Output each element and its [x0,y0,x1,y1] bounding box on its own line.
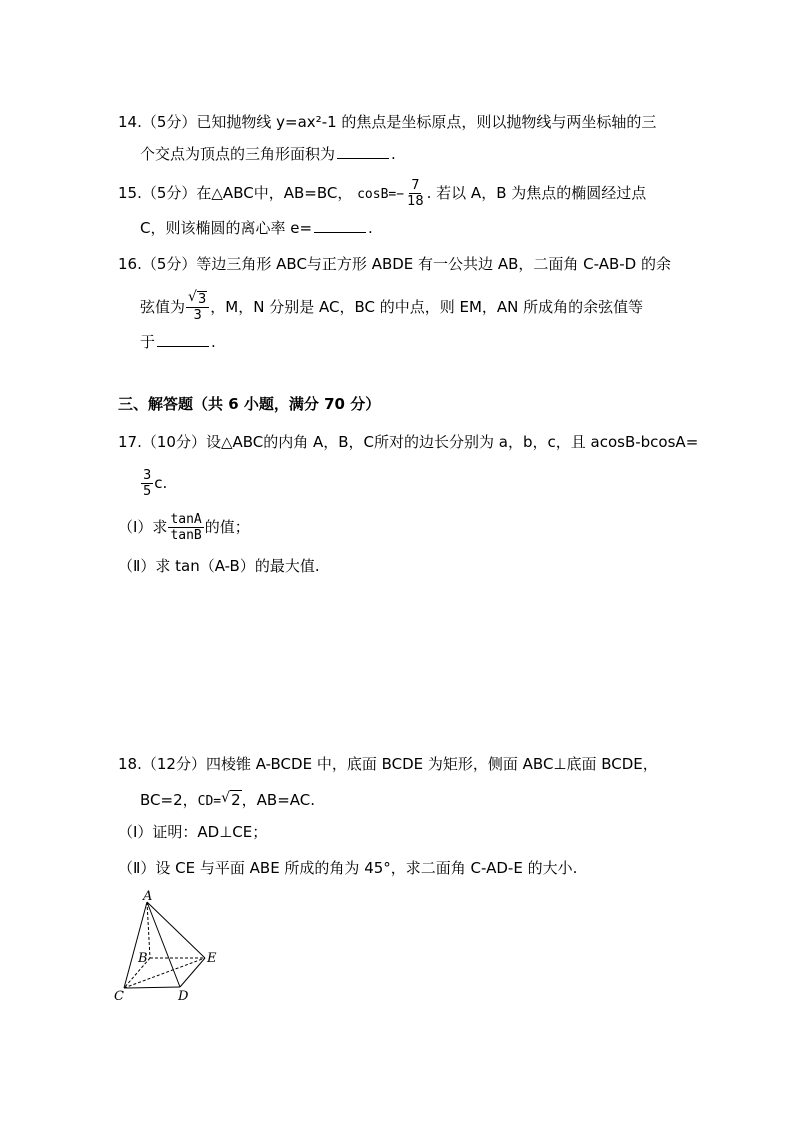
label-c: C [114,989,124,1004]
q17-line2 [140,468,167,499]
q15-line2 [140,218,373,238]
q17-frac-den: 5 [143,484,152,499]
q16-line2-prefix: 弦值为 [140,298,186,316]
q15-answer-blank [314,218,366,233]
q15-line1-prefix: 15.（5分）在△ABC中，AB=BC， [118,184,353,202]
q18-line2-suffix: ，AB=AC. [241,791,316,809]
edge-de [180,958,205,987]
q16-sqrt [188,292,207,307]
q16-line3-prefix: 于 [140,333,156,351]
q14-line1: 14.（5分）已知抛物线 y=ax²-1 的焦点是坐标原点，则以抛物线与两坐标轴的三 [118,113,657,131]
q17-part1-den: tanB [170,528,202,543]
q14-answer-blank [337,144,389,159]
q17-part1-prefix: （Ⅰ）求 [118,518,168,536]
q17-line2-suffix: c. [154,474,168,492]
pyramid-figure [110,890,230,1010]
edge-cd [124,987,180,988]
q16-line2-suffix: ，M，N 分别是 AC，BC 的中点，则 EM，AN 所成角的余弦值等 [210,298,644,316]
q14-line2-prefix: 个交点为顶点的三角形面积为 [140,145,336,163]
edge-ce [124,958,205,988]
q18-line1: 18.（12分）四棱锥 A-BCDE 中，底面 BCDE 为矩形，侧面 ABC⊥底面 BCDE， [118,755,658,773]
q17-part1 [118,512,250,543]
q16-line1: 16.（5分）等边三角形 ABC与正方形 ABDE 有一公共边 AB，二面角 C-AB-D 的余 [118,255,671,273]
q15-line2-prefix: C，则该椭圆的离心率 e= [140,219,313,237]
q15-cos-label: cosB=− [357,187,405,202]
q15-cos-den: 18 [407,194,424,209]
q18-cd-sqrt [221,790,242,810]
q18-part1: （Ⅰ）证明：AD⊥CE； [118,823,268,841]
q16-answer-blank [157,332,209,347]
q17-line1: 17.（10分）设△ABC的内角 A，B，C所对的边长分别为 a，b，c，且 acosB-bcosA= [118,433,699,451]
q15-cos-fraction [405,178,426,209]
q17-tan-fraction [168,512,203,543]
q16-line3-suffix: . [211,333,216,351]
q16-cos-fraction [186,292,209,323]
q17-frac-num: 3 [143,468,152,483]
label-e: E [207,951,217,966]
q17-part2: （Ⅱ）求 tan（A-B）的最大值. [118,557,320,575]
q16-line2 [140,292,643,323]
q16-frac-den: 3 [193,308,202,323]
edge-ad [147,902,180,987]
q17-part1-suffix: 的值； [204,518,250,536]
label-d: D [178,989,189,1004]
q16-line3 [140,332,216,352]
q15-line1 [118,178,646,209]
q15-line1-suffix: . 若以 A，B 为焦点的椭圆经过点 [426,184,647,202]
q15-cos-num: 7 [411,178,420,193]
q16-frac-num-rad: 3 [198,292,207,307]
edge-ab [147,902,150,958]
q14-line2 [140,144,396,164]
q18-line2-prefix: BC=2， [140,791,198,809]
q18-cd-label: CD= [197,794,222,809]
q18-part2: （Ⅱ）设 CE 与平面 ABE 所成的角为 45°，求二面角 C-AD-E 的大小. [118,859,578,877]
q18-cd-rad: 2 [231,791,241,809]
edge-ae [147,902,205,958]
q17-fraction [141,468,153,499]
q15-line2-suffix: . [368,219,373,237]
label-a: A [143,890,153,904]
q18-line2 [140,790,315,812]
q14-line2-suffix: . [391,145,396,163]
label-b: B [138,951,148,966]
q17-part1-num: tanA [170,512,202,527]
section3-title: 三、解答题（共 6 小题，满分 70 分） [118,395,381,413]
